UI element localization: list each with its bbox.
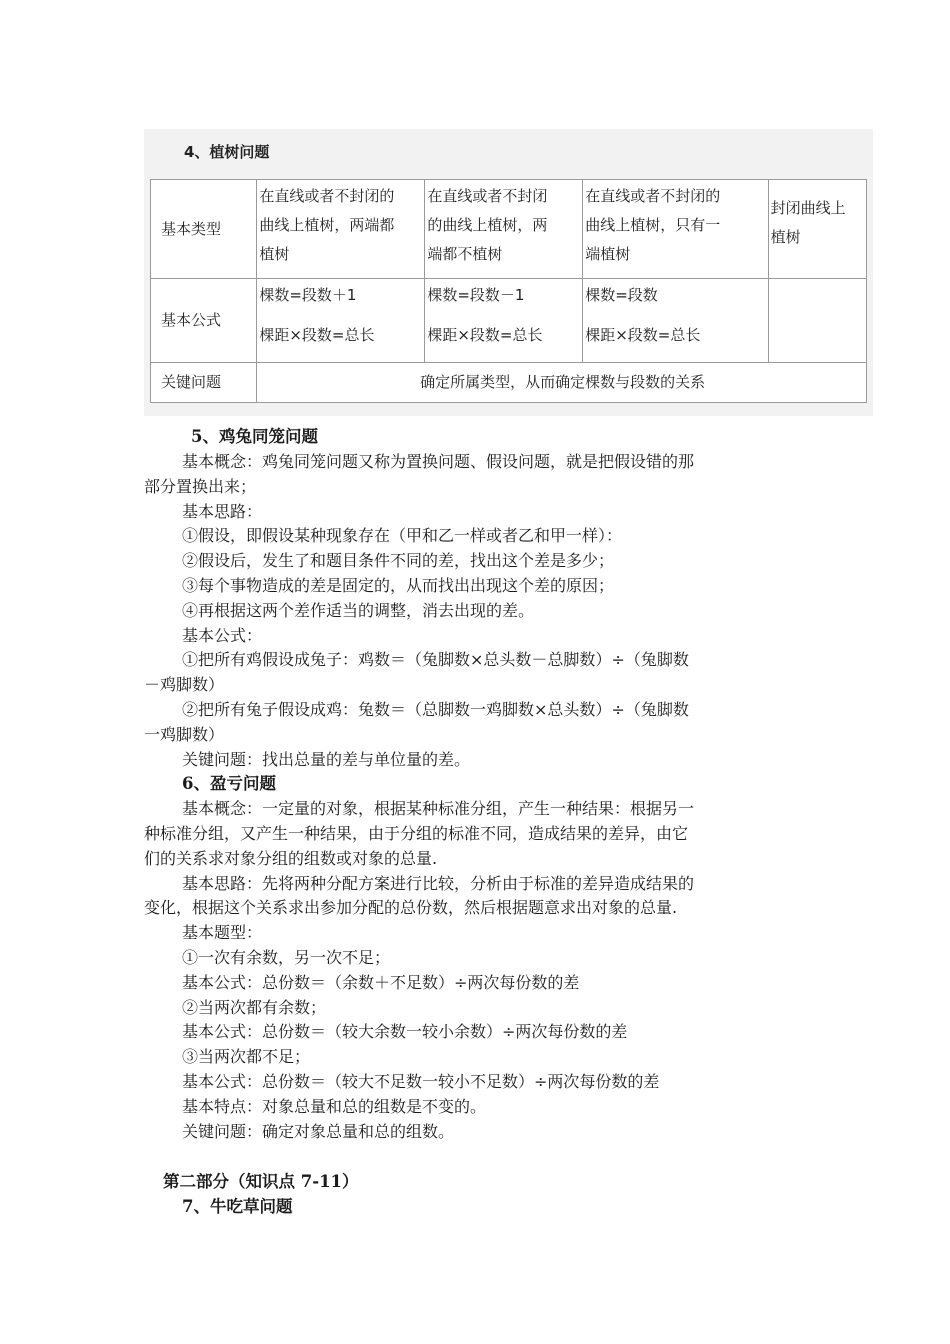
- tree-planting-image: [144, 129, 873, 416]
- section6-title: 6、盈亏问题: [182, 774, 276, 793]
- cell-text: 植树: [259, 245, 290, 263]
- cell-text: 棵距×段数=总长: [427, 326, 543, 344]
- paragraph-line: 基本题型：: [182, 923, 263, 942]
- row-header-key: 关键问题: [151, 363, 257, 403]
- paragraph-line: ①一次有余数，另一次不足；: [182, 948, 391, 967]
- cell-key-value: 确定所属类型，从而确定棵数与段数的关系: [257, 363, 867, 403]
- row-header-types: 基本类型: [151, 180, 257, 279]
- cell-text: 在直线或者不封闭的: [585, 187, 721, 205]
- section7-title: 7、牛吃草问题: [182, 1197, 293, 1216]
- paragraph-line: ③每个事物造成的差是固定的，从而找出出现这个差的原因；: [182, 576, 615, 595]
- section5-title: 5、鸡兔同笼问题: [191, 427, 318, 446]
- cell-formula-3: [583, 279, 768, 363]
- paragraph-line: ③当两次都不足；: [182, 1047, 311, 1066]
- paragraph-line: ④再根据这两个差作适当的调整，消去出现的差。: [182, 601, 535, 620]
- paragraph-line: ①假设，即假设某种现象存在（甲和乙一样或者乙和甲一样）：: [182, 526, 623, 545]
- cell-text: 棵数=段数－1: [427, 286, 525, 304]
- paragraph-line: 关键问题：找出总量的差与单位量的差。: [182, 750, 471, 769]
- paragraph-line: 基本思路：: [182, 502, 263, 521]
- paragraph-line: 变化，根据这个关系求出参加分配的总份数，然后根据题意求出对象的总量.: [144, 898, 678, 917]
- paragraph-line: 基本思路：先将两种分配方案进行比较，分析由于标准的差异造成结果的: [182, 874, 695, 893]
- cell-text: 棵距×段数=总长: [259, 326, 375, 344]
- cell-text: 曲线上植树，只有一: [585, 216, 721, 234]
- tree-planting-table: [150, 179, 867, 403]
- cell-type-3: [583, 180, 768, 279]
- cell-text: 在直线或者不封闭: [427, 187, 548, 205]
- paragraph-line: 一鸡脚数）: [144, 725, 225, 744]
- section4-title: 4、植树问题: [184, 143, 270, 161]
- table-row-formula: [151, 279, 867, 363]
- paragraph-line: 基本特点：对象总量和总的组数是不变的。: [182, 1097, 487, 1116]
- cell-formula-4-empty: [768, 279, 866, 363]
- paragraph-line: ②当两次都有余数；: [182, 998, 327, 1017]
- cell-text: 曲线上植树，两端都: [259, 216, 395, 234]
- cell-formula-1: [257, 279, 425, 363]
- paragraph-line: －鸡脚数）: [144, 675, 225, 694]
- cell-text: 端都不植树: [427, 245, 503, 263]
- cell-text: 棵数=段数: [585, 286, 658, 304]
- paragraph-line: 基本公式：总份数＝（较大不足数一较小不足数）÷两次每份数的差: [182, 1072, 660, 1091]
- cell-text: 棵距×段数=总长: [585, 326, 701, 344]
- table-row-types: [151, 180, 867, 279]
- paragraph-line: 基本概念：一定量的对象，根据某种标准分组，产生一种结果：根据另一: [182, 799, 695, 818]
- part2-heading: 第二部分（知识点 7-11）: [163, 1172, 359, 1191]
- cell-text: 端植树: [585, 245, 631, 263]
- paragraph-line: 基本概念：鸡兔同笼问题又称为置换问题、假设问题，就是把假设错的那: [182, 452, 695, 471]
- paragraph-line: ②假设后，发生了和题目条件不同的差，找出这个差是多少；: [182, 551, 615, 570]
- cell-type-4: [768, 180, 866, 279]
- paragraph-line: 基本公式：总份数＝（较大余数一较小余数）÷两次每份数的差: [182, 1022, 628, 1041]
- cell-text: 的曲线上植树，两: [427, 216, 548, 234]
- paragraph-line: 部分置换出来；: [144, 477, 257, 496]
- paragraph-line: ①把所有鸡假设成兔子：鸡数＝（兔脚数×总头数－总脚数）÷（兔脚数: [182, 650, 689, 669]
- table-row-key: [151, 363, 867, 403]
- cell-text: 在直线或者不封闭的: [259, 187, 395, 205]
- paragraph-line: 关键问题：确定对象总量和总的组数。: [182, 1122, 455, 1141]
- row-header-formula: 基本公式: [151, 279, 257, 363]
- cell-type-2: [425, 180, 583, 279]
- paragraph-line: ②把所有兔子假设成鸡：兔数＝（总脚数一鸡脚数×总头数）÷（兔脚数: [182, 700, 689, 719]
- paragraph-line: 基本公式：总份数＝（余数＋不足数）÷两次每份数的差: [182, 973, 580, 992]
- paragraph-line: 基本公式：: [182, 626, 263, 645]
- cell-formula-2: [425, 279, 583, 363]
- cell-text: 棵数=段数＋1: [259, 286, 357, 304]
- cell-text: 植树: [770, 228, 801, 246]
- cell-type-1: [257, 180, 425, 279]
- paragraph-line: 们的关系求对象分组的组数或对象的总量.: [144, 849, 438, 868]
- paragraph-line: 种标准分组，又产生一种结果，由于分组的标准不同，造成结果的差异，由它: [144, 824, 689, 843]
- cell-text: 封闭曲线上: [770, 199, 846, 217]
